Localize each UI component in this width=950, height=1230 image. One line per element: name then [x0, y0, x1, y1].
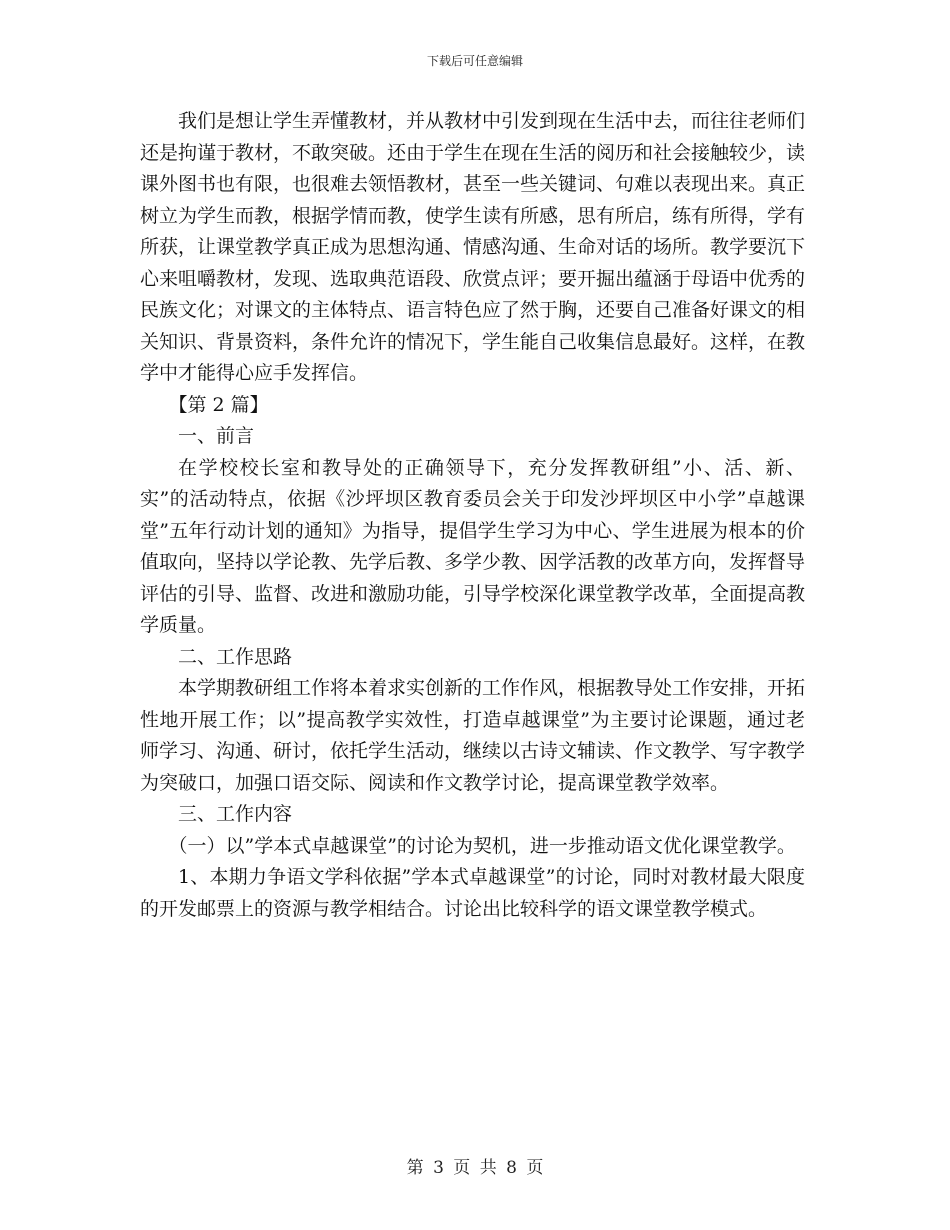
page-header: 下载后可任意编辑 [426, 54, 523, 68]
chapter-heading: 【第 2 篇】 [168, 393, 269, 416]
section-heading-approach: 二、工作思路 [178, 645, 293, 668]
paragraph-preface: 在学校校长室和教导处的正确领导下，充分发挥教研组”小、活、新、实”的活动特点，依据《沙坪坝区教育委员会关于印发沙坪坝区中小学”卓越课堂”五年行动计划的通知》为指导，提倡学生学习为中心、学生进展为根本的价值取向，坚持以学论教、先学后教、多学少教、因学活教的改革方向，发挥督导评估的引导、监督、改进和激励功能，引导学校深化课堂教学改革，全面提高教学质量。 [140, 456, 806, 636]
paragraph-approach: 本学期教研组工作将本着求实创新的工作作风，根据教导处工作安排，开拓性地开展工作；以”提高教学实效性，打造卓越课堂”为主要讨论课题，通过老师学习、沟通、研讨，依托学生活动，继续以古诗文辅读、作文教学、写字教学为突破口，加强口语交际、阅读和作文教学讨论，提高课堂教学效率。 [140, 677, 806, 794]
paragraph-item-1: 1、本期力争语文学科依据”学本式卓越课堂”的讨论，同时对教材最大限度的开发邮票上的资源与教学相结合。讨论出比较科学的语文课堂教学模式。 [140, 866, 805, 920]
document-body [140, 106, 805, 925]
paragraph-1: 我们是想让学生弄懂教材，并从教材中引发到现在生活中去，而往往老师们还是拘谨于教材，不敢突破。还由于学生在现在生活的阅历和社会接触较少，读课外图书也有限，也很难去领悟教材，甚至一些关键词、句难以表现出来。真正树立为学生而教，根据学情而教，使学生读有所感，思有所启，练有所得，学有所获，让课堂教学真正成为思想沟通、情感沟通、生命对话的场所。教学要沉下心来咀嚼教材，发现、选取典范语段、欣赏点评；要开掘出蕴涵于母语中优秀的民族文化；对课文的主体特点、语言特色应了然于胸，还要自己准备好课文的相关知识、背景资料，条件允许的情况下，学生能自己收集信息最好。这样，在教学中才能得心应手发挥信。 [140, 110, 806, 384]
page-footer: 第 3 页 共 8 页 [406, 1158, 544, 1178]
section-heading-content: 三、工作内容 [178, 803, 293, 825]
section-heading-preface: 一、前言 [178, 425, 255, 447]
subsection-heading-1: （一）以”学本式卓越课堂”的讨论为契机，进一步推动语文优化课堂教学。 [168, 834, 796, 857]
